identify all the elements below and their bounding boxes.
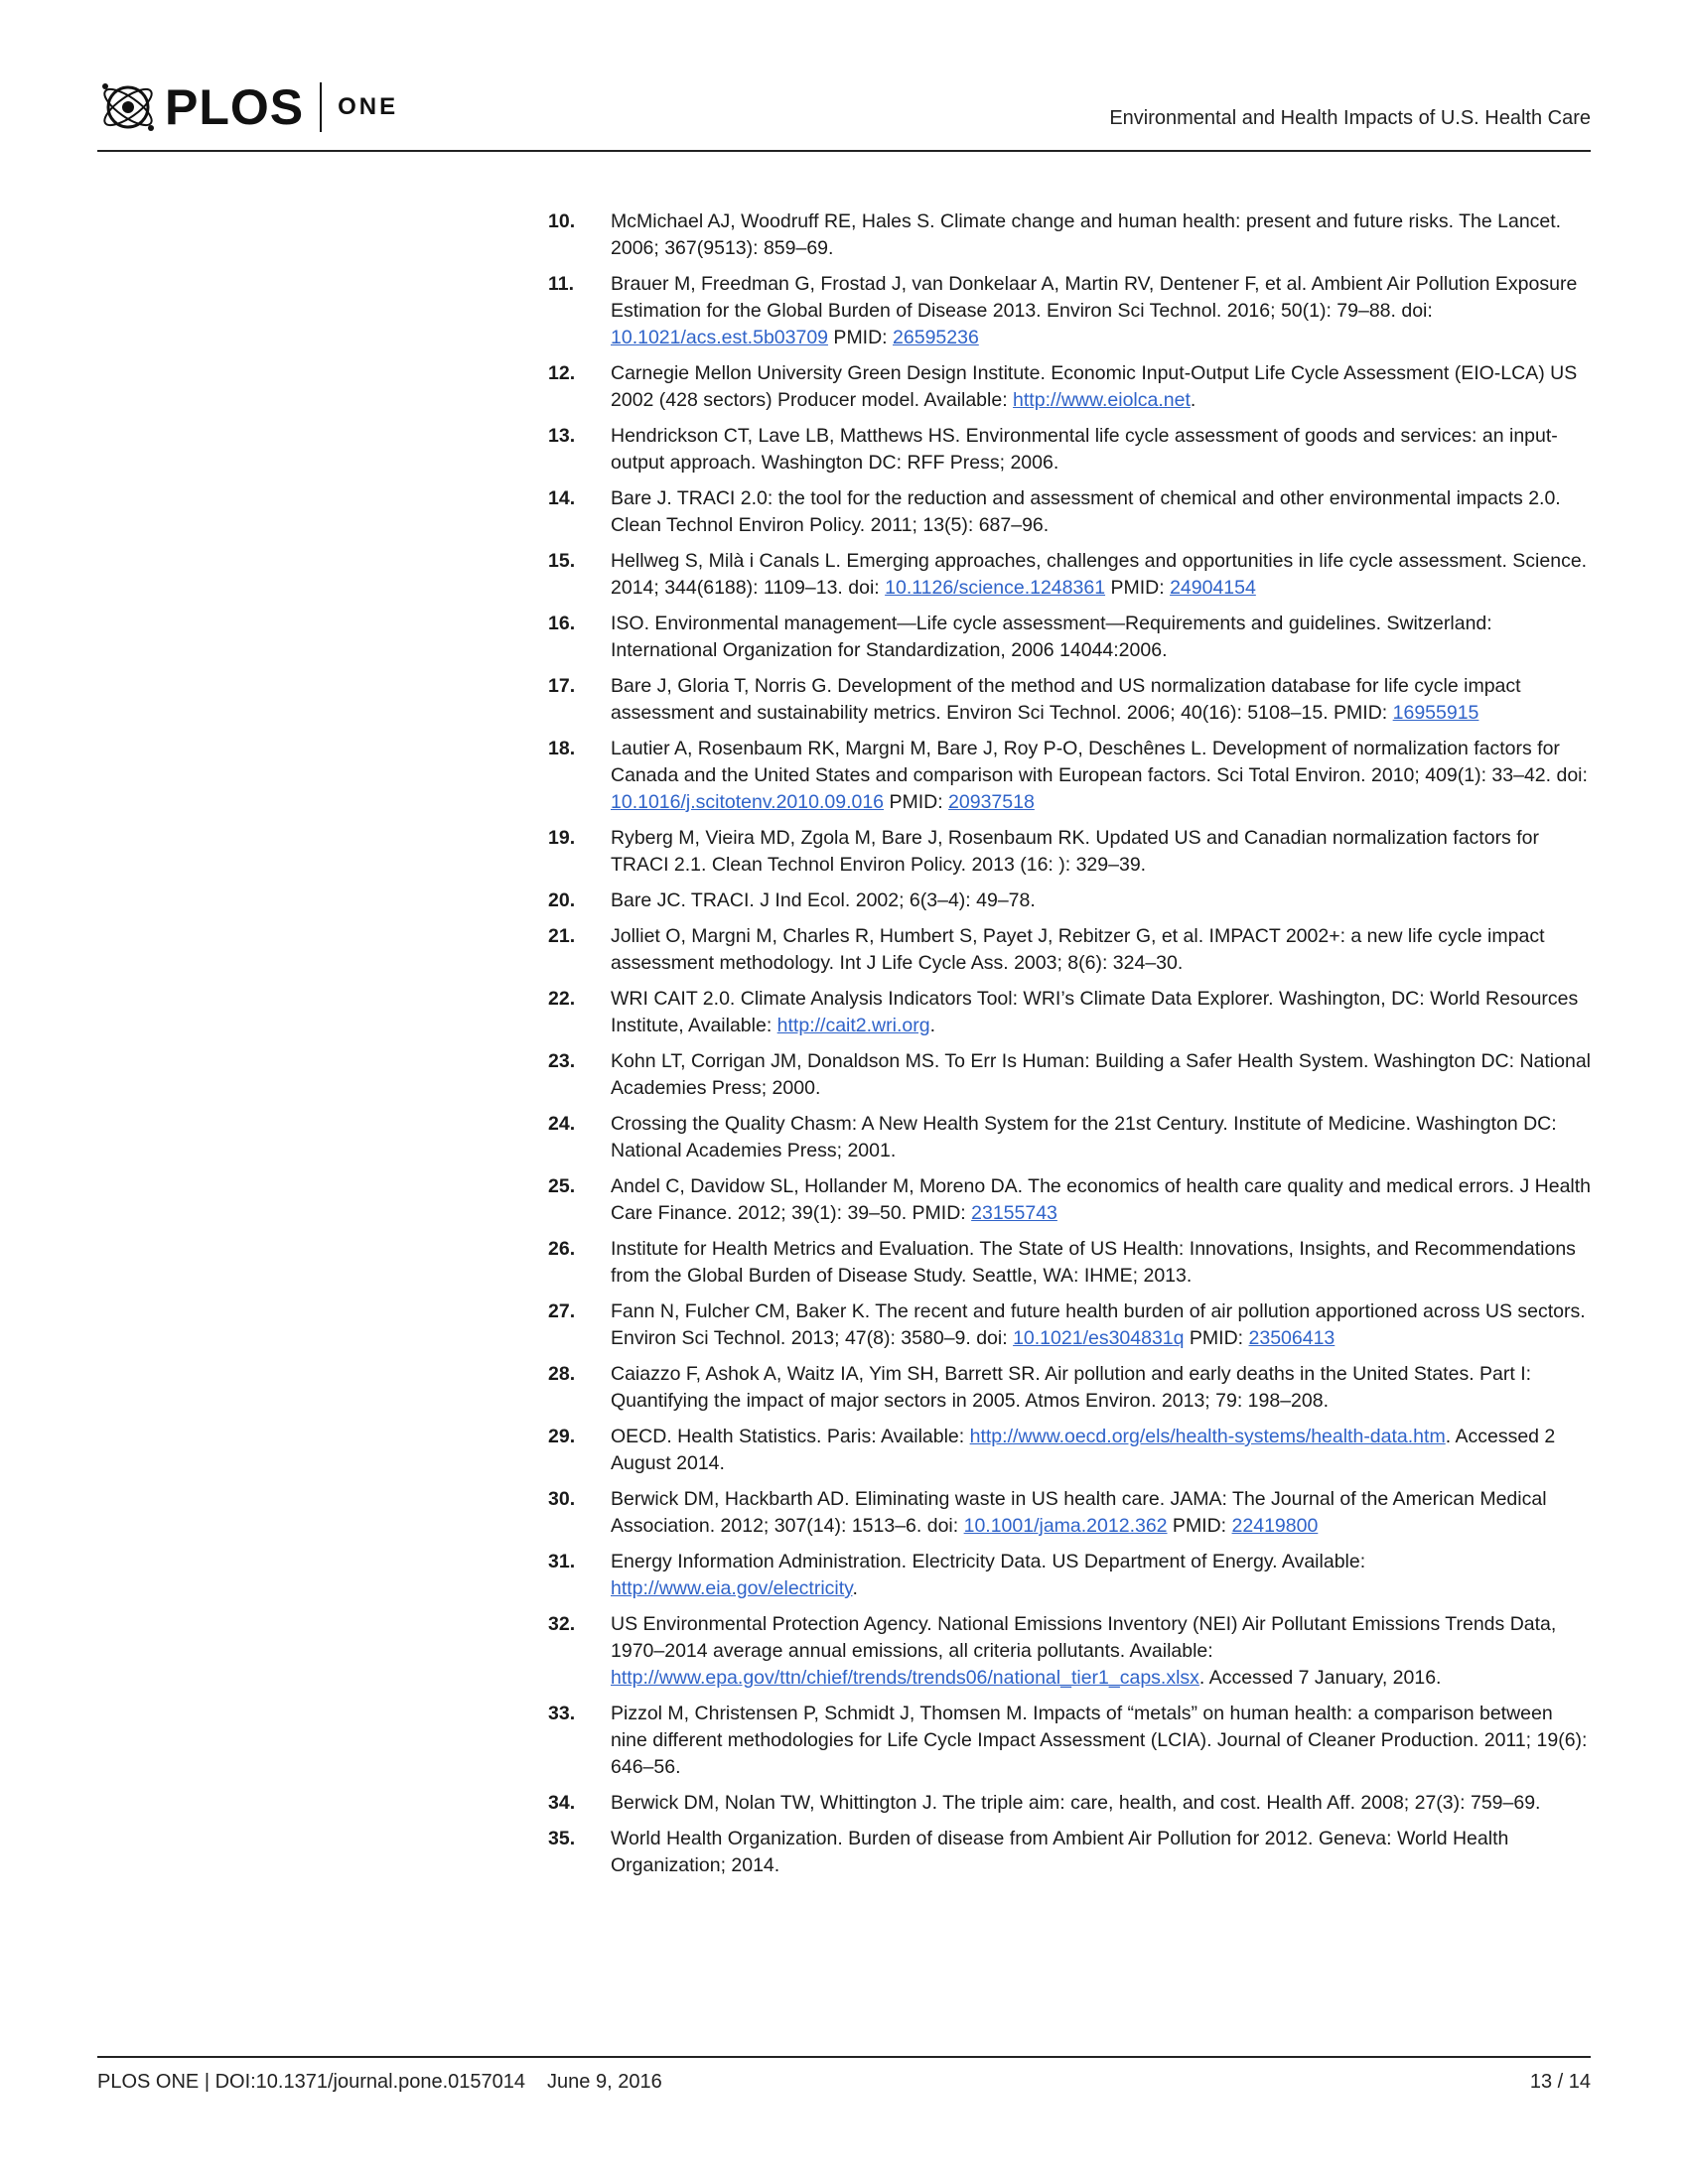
reference-item (548, 1048, 1593, 1102)
reference-number: 27. (548, 1300, 576, 1322)
reference-item (548, 1298, 1593, 1352)
reference-text: . Accessed 7 January, 2016. (1198, 1667, 1442, 1689)
reference-text: World Health Organization. Burden of disease from Ambient Air Pollution for 2012. Geneva: World Health Organization; 2014. (611, 1828, 1509, 1876)
reference-item (548, 360, 1593, 414)
reference-item (548, 673, 1593, 727)
reference-text: OECD. Health Statistics. Paris: Available: (611, 1426, 970, 1447)
reference-text: PMID: (1167, 1515, 1232, 1537)
reference-number: 20. (548, 889, 576, 911)
logo-subtitle: ONE (338, 93, 399, 120)
reference-text: Jolliet O, Margni M, Charles R, Humbert S, Payet J, Rebitzer G, et al. IMPACT 2002+: a new life cycle impact assessment methodology. Int J Life Cycle Ass. 2003; 8(6): 324–30. (611, 925, 1545, 974)
reference-link[interactable]: http://www.oecd.org/els/health-systems/health-data.htm (969, 1426, 1446, 1447)
reference-text: Bare JC. TRACI. J Ind Ecol. 2002; 6(3–4): 49–78. (611, 889, 1036, 911)
reference-number: 19. (548, 827, 576, 849)
reference-text: Lautier A, Rosenbaum RK, Margni M, Bare J, Roy P-O, Deschênes L. Development of normalization factors for Canada and the United States and comparison with European factors. Sci Total Environ. 2010; 409(1): 33–42. doi: (611, 738, 1588, 786)
reference-item (548, 611, 1593, 664)
reference-number: 30. (548, 1488, 576, 1510)
footer-divider (97, 2056, 1591, 2058)
reference-number: 24. (548, 1113, 576, 1135)
reference-number: 33. (548, 1703, 576, 1724)
reference-item (548, 1790, 1593, 1817)
reference-text: Kohn LT, Corrigan JM, Donaldson MS. To Err Is Human: Building a Safer Health System. Washington DC: National Academies Press; 2000. (611, 1050, 1591, 1099)
footer-citation-block (97, 2071, 662, 2094)
logo-wordmark: PLOS (165, 79, 305, 135)
reference-text: Andel C, Davidow SL, Hollander M, Moreno DA. The economics of health care quality and medical errors. J Health Care Finance. 2012; 39(1): 39–50. PMID: (611, 1175, 1592, 1224)
header-divider (97, 150, 1591, 152)
reference-number: 13. (548, 425, 576, 447)
reference-text: . Accessed 2 August 2014. (611, 1426, 1556, 1474)
reference-item (548, 986, 1593, 1039)
page-header (97, 71, 1591, 151)
reference-text: PMID: (1184, 1327, 1249, 1349)
reference-item (548, 1611, 1593, 1692)
plos-one-logo[interactable] (97, 77, 398, 137)
reference-link[interactable]: 10.1016/j.scitotenv.2010.09.016 (611, 791, 885, 813)
reference-item (548, 1361, 1593, 1415)
reference-text: PMID: (1105, 577, 1171, 599)
reference-link[interactable]: http://cait2.wri.org (776, 1015, 930, 1036)
reference-text: PMID: (884, 791, 949, 813)
reference-item (548, 1701, 1593, 1781)
reference-text: Energy Information Administration. Electricity Data. US Department of Energy. Available: (611, 1551, 1366, 1572)
reference-text: Ryberg M, Vieira MD, Zgola M, Bare J, Rosenbaum RK. Updated US and Canadian normalization factors for TRACI 2.1. Clean Technol Environ Policy. 2013 (16: ): 329–39. (611, 827, 1539, 876)
reference-item (548, 1173, 1593, 1227)
reference-link[interactable]: 10.1001/jama.2012.362 (963, 1515, 1168, 1537)
running-title: Environmental and Health Impacts of U.S. Health Care (1109, 107, 1591, 129)
reference-link[interactable]: 22419800 (1231, 1515, 1319, 1537)
reference-text: Fann N, Fulcher CM, Baker K. The recent and future health burden of air pollution apportioned across US sectors. Environ Sci Technol. 2013; 47(8): 3580–9. doi: (611, 1300, 1586, 1349)
reference-number: 22. (548, 988, 576, 1010)
reference-text: Hendrickson CT, Lave LB, Matthews HS. Environmental life cycle assessment of goods and services: an input-output approach. Washington DC: RFF Press; 2006. (611, 425, 1558, 474)
reference-item (548, 485, 1593, 539)
reference-text: WRI CAIT 2.0. Climate Analysis Indicators Tool: WRI’s Climate Data Explorer. Washington, DC: World Resources Institute, Available: (611, 988, 1579, 1036)
reference-item (548, 1111, 1593, 1164)
reference-link[interactable]: http://www.epa.gov/ttn/chief/trends/trends06/national_tier1_caps.xlsx (611, 1667, 1199, 1689)
reference-number: 18. (548, 738, 576, 759)
reference-item (548, 1236, 1593, 1290)
reference-number: 34. (548, 1792, 576, 1814)
reference-item (548, 1549, 1593, 1602)
reference-text: Bare J, Gloria T, Norris G. Development of the method and US normalization database for life cycle impact assessment and sustainability metrics. Environ Sci Technol. 2006; 40(16): 5108–15. PMID: (611, 675, 1521, 724)
reference-item (548, 887, 1593, 914)
reference-number: 17. (548, 675, 576, 697)
reference-item (548, 1826, 1593, 1879)
reference-list (548, 208, 1593, 1888)
reference-text: Brauer M, Freedman G, Frostad J, van Donkelaar A, Martin RV, Dentener F, et al. Ambient Air Pollution Exposure Estimation for the Global Burden of Disease 2013. Environ Sci Technol. 2016; 50(1): 79–88. doi: (611, 273, 1578, 322)
reference-link[interactable]: 16955915 (1392, 702, 1479, 724)
reference-number: 29. (548, 1426, 576, 1447)
reference-text: . (852, 1577, 858, 1599)
reference-text: Caiazzo F, Ashok A, Waitz IA, Yim SH, Barrett SR. Air pollution and early deaths in the United States. Part I: Quantifying the impact of major sectors in 2005. Atmos Environ. 2013; 79: 198–208. (611, 1363, 1532, 1412)
reference-item (548, 1424, 1593, 1477)
reference-number: 11. (548, 273, 575, 295)
reference-text: Bare J. TRACI 2.0: the tool for the reduction and assessment of chemical and other environmental impacts 2.0. Clean Technol Environ Policy. 2011; 13(5): 687–96. (611, 487, 1561, 536)
reference-number: 26. (548, 1238, 576, 1260)
reference-link[interactable]: 23155743 (971, 1202, 1057, 1224)
reference-text: Carnegie Mellon University Green Design Institute. Economic Input-Output Life Cycle Assessment (EIO-LCA) US 2002 (428 sectors) Producer model. Available: (611, 362, 1578, 411)
reference-item (548, 423, 1593, 477)
reference-number: 16. (548, 613, 576, 634)
reference-link[interactable]: http://www.eiolca.net (1013, 389, 1191, 411)
reference-link[interactable]: 10.1021/acs.est.5b03709 (611, 327, 829, 348)
plos-globe-icon (97, 76, 159, 138)
reference-number: 32. (548, 1613, 576, 1635)
reference-link[interactable]: 10.1126/science.1248361 (885, 577, 1106, 599)
reference-link[interactable]: 24904154 (1170, 577, 1256, 599)
reference-item (548, 208, 1593, 262)
reference-text: ISO. Environmental management—Life cycle assessment—Requirements and guidelines. Switzerland: International Organization for Standardization, 2006 14044:2006. (611, 613, 1492, 661)
reference-item (548, 923, 1593, 977)
reference-text: . (929, 1015, 935, 1036)
reference-number: 28. (548, 1363, 576, 1385)
reference-text: US Environmental Protection Agency. National Emissions Inventory (NEI) Air Pollutant Emissions Trends Data, 1970–2014 average annual emissions, all criteria pollutants. Available: (611, 1613, 1557, 1662)
reference-number: 21. (548, 925, 576, 947)
reference-link[interactable]: http://www.eia.gov/electricity (611, 1577, 853, 1599)
reference-text: Institute for Health Metrics and Evaluation. The State of US Health: Innovations, Insights, and Recommendations from the Global Burden of Disease Study. Seattle, WA: IHME; 2013. (611, 1238, 1576, 1287)
reference-text: McMichael AJ, Woodruff RE, Hales S. Climate change and human health: present and future risks. The Lancet. 2006; 367(9513): 859–69. (611, 210, 1562, 259)
reference-text: Berwick DM, Hackbarth AD. Eliminating waste in US health care. JAMA: The Journal of the American Medical Association. 2012; 307(14): 1513–6. doi: (611, 1488, 1547, 1537)
footer-date: June 9, 2016 (547, 2071, 662, 2093)
reference-text: Berwick DM, Nolan TW, Whittington J. The triple aim: care, health, and cost. Health Aff. 2008; 27(3): 759–69. (611, 1792, 1541, 1814)
reference-item (548, 736, 1593, 816)
footer-citation: PLOS ONE | DOI:10.1371/journal.pone.0157014 (97, 2071, 526, 2093)
reference-link[interactable]: 26595236 (893, 327, 979, 348)
reference-link[interactable]: 10.1021/es304831q (1013, 1327, 1185, 1349)
reference-text: PMID: (828, 327, 894, 348)
reference-link[interactable]: 23506413 (1248, 1327, 1336, 1349)
reference-link[interactable]: 20937518 (948, 791, 1035, 813)
reference-number: 25. (548, 1175, 576, 1197)
reference-text: . (1190, 389, 1196, 411)
reference-number: 15. (548, 550, 576, 572)
logo-divider (320, 82, 322, 132)
reference-text: Hellweg S, Milà i Canals L. Emerging approaches, challenges and opportunities in life cycle assessment. Science. 2014; 344(6188): 1109–13. doi: (611, 550, 1588, 599)
reference-item (548, 1486, 1593, 1540)
reference-number: 35. (548, 1828, 576, 1849)
reference-number: 31. (548, 1551, 576, 1572)
reference-number: 12. (548, 362, 576, 384)
page-number: 13 / 14 (1529, 2071, 1591, 2093)
reference-item (548, 548, 1593, 602)
reference-text: Pizzol M, Christensen P, Schmidt J, Thomsen M. Impacts of “metals” on human health: a comparison between nine different methodologies for Life Cycle Impact Assessment (LCIA). Journal of Cleaner Production. 2011; 19(6): 646–56. (611, 1703, 1588, 1778)
reference-item (548, 825, 1593, 879)
reference-text: Crossing the Quality Chasm: A New Health System for the 21st Century. Institute of Medicine. Washington DC: National Academies Press; 2001. (611, 1113, 1557, 1161)
reference-item (548, 271, 1593, 351)
reference-number: 14. (548, 487, 576, 509)
reference-number: 23. (548, 1050, 576, 1072)
reference-number: 10. (548, 210, 576, 232)
